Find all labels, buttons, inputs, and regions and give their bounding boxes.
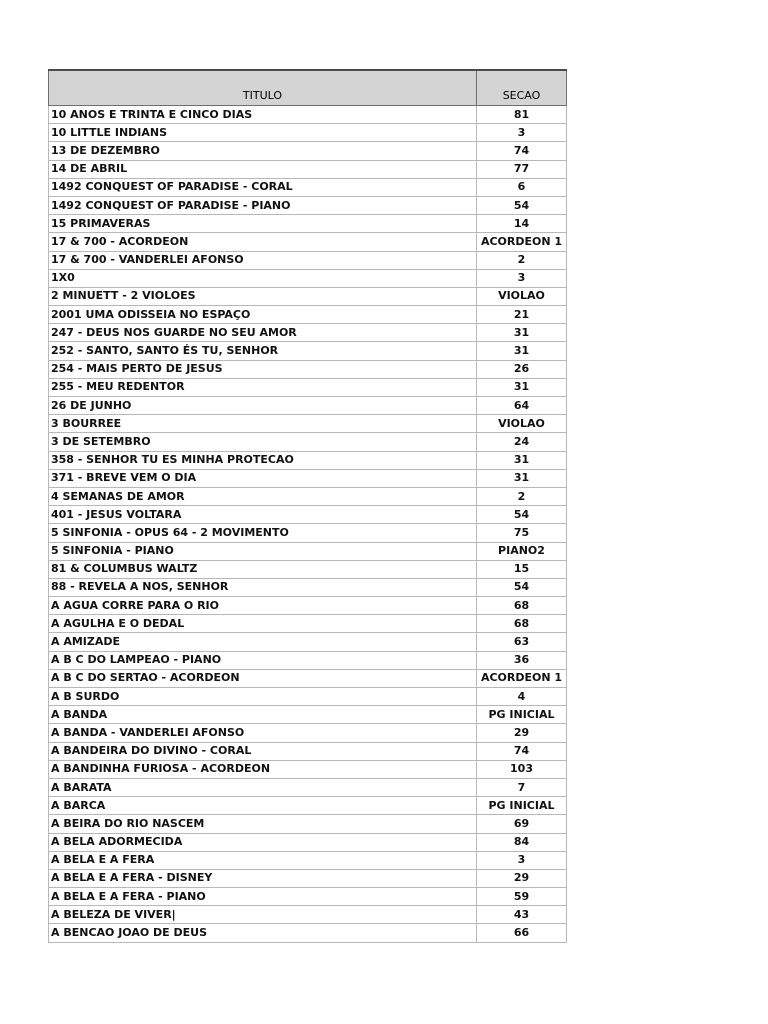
cell-secao: 2 <box>477 251 567 269</box>
cell-titulo: 10 ANOS E TRINTA E CINCO DIAS <box>49 106 477 124</box>
cell-secao: 31 <box>477 469 567 487</box>
cell-secao: 31 <box>477 378 567 396</box>
cell-titulo: 3 DE SETEMBRO <box>49 433 477 451</box>
cell-titulo: 401 - JESUS VOLTARA <box>49 506 477 524</box>
table-row <box>49 506 567 524</box>
table-row <box>49 815 567 833</box>
cell-secao: 74 <box>477 742 567 760</box>
cell-secao: 2 <box>477 487 567 505</box>
cell-secao: 43 <box>477 906 567 924</box>
table-row <box>49 142 567 160</box>
cell-secao: 54 <box>477 578 567 596</box>
table-row <box>49 888 567 906</box>
cell-secao: PG INICIAL <box>477 797 567 815</box>
table-row <box>49 287 567 305</box>
table-row <box>49 597 567 615</box>
cell-secao: 29 <box>477 724 567 742</box>
cell-secao: 31 <box>477 451 567 469</box>
table-row <box>49 706 567 724</box>
table-row <box>49 615 567 633</box>
cell-titulo: 88 - REVELA A NOS, SENHOR <box>49 578 477 596</box>
cell-titulo: A BANDEIRA DO DIVINO - CORAL <box>49 742 477 760</box>
cell-secao: 74 <box>477 142 567 160</box>
cell-secao: 3 <box>477 269 567 287</box>
table-row <box>49 797 567 815</box>
cell-secao: ACORDEON 1 <box>477 233 567 251</box>
cell-secao: PIANO2 <box>477 542 567 560</box>
cell-secao: 31 <box>477 342 567 360</box>
cell-secao: 59 <box>477 888 567 906</box>
table-body <box>49 106 567 943</box>
table-row <box>49 378 567 396</box>
cell-titulo: A BANDINHA FURIOSA - ACORDEON <box>49 760 477 778</box>
cell-secao: 6 <box>477 178 567 196</box>
cell-titulo: 1492 CONQUEST OF PARADISE - PIANO <box>49 196 477 214</box>
table-row <box>49 269 567 287</box>
cell-secao: 36 <box>477 651 567 669</box>
song-index-sheet <box>48 69 566 943</box>
cell-titulo: 247 - DEUS NOS GUARDE NO SEU AMOR <box>49 324 477 342</box>
cell-secao: 29 <box>477 869 567 887</box>
table-row <box>49 760 567 778</box>
cell-titulo: 371 - BREVE VEM O DIA <box>49 469 477 487</box>
cell-secao: 15 <box>477 560 567 578</box>
cell-secao: ACORDEON 1 <box>477 669 567 687</box>
table-row <box>49 869 567 887</box>
cell-secao: VIOLAO <box>477 287 567 305</box>
table-row <box>49 742 567 760</box>
table-row <box>49 524 567 542</box>
table-row <box>49 251 567 269</box>
cell-titulo: 3 BOURREE <box>49 415 477 433</box>
cell-titulo: 5 SINFONIA - PIANO <box>49 542 477 560</box>
cell-secao: 68 <box>477 597 567 615</box>
table-row <box>49 851 567 869</box>
cell-titulo: A BELA ADORMECIDA <box>49 833 477 851</box>
table-row <box>49 833 567 851</box>
cell-secao: 63 <box>477 633 567 651</box>
cell-titulo: 2001 UMA ODISSEIA NO ESPAÇO <box>49 306 477 324</box>
cell-titulo: 26 DE JUNHO <box>49 397 477 415</box>
cell-secao: 7 <box>477 778 567 796</box>
table-row <box>49 651 567 669</box>
cell-titulo: 14 DE ABRIL <box>49 160 477 178</box>
cell-titulo: 15 PRIMAVERAS <box>49 215 477 233</box>
column-header-titulo: TITULO <box>49 70 477 106</box>
cell-titulo: 252 - SANTO, SANTO ÉS TU, SENHOR <box>49 342 477 360</box>
table-row <box>49 433 567 451</box>
table-row <box>49 906 567 924</box>
cell-titulo: 1492 CONQUEST OF PARADISE - CORAL <box>49 178 477 196</box>
cell-secao: 3 <box>477 124 567 142</box>
cell-titulo: 13 DE DEZEMBRO <box>49 142 477 160</box>
cell-secao: 14 <box>477 215 567 233</box>
table-row <box>49 324 567 342</box>
table-row <box>49 487 567 505</box>
cell-secao: 68 <box>477 615 567 633</box>
cell-titulo: 81 & COLUMBUS WALTZ <box>49 560 477 578</box>
cell-titulo: 2 MINUETT - 2 VIOLOES <box>49 287 477 305</box>
cell-secao: 26 <box>477 360 567 378</box>
cell-secao: 75 <box>477 524 567 542</box>
table-header <box>49 70 567 106</box>
cell-secao: PG INICIAL <box>477 706 567 724</box>
cell-secao: 31 <box>477 324 567 342</box>
cell-secao: VIOLAO <box>477 415 567 433</box>
cell-titulo: A BARCA <box>49 797 477 815</box>
cell-titulo: 17 & 700 - VANDERLEI AFONSO <box>49 251 477 269</box>
cell-titulo: A AGULHA E O DEDAL <box>49 615 477 633</box>
cell-titulo: A BEIRA DO RIO NASCEM <box>49 815 477 833</box>
cell-secao: 54 <box>477 196 567 214</box>
table-row <box>49 196 567 214</box>
cell-titulo: A AGUA CORRE PARA O RIO <box>49 597 477 615</box>
column-header-secao: SECAO <box>477 70 567 106</box>
cell-titulo: 4 SEMANAS DE AMOR <box>49 487 477 505</box>
table-row <box>49 215 567 233</box>
table-row <box>49 342 567 360</box>
song-index-table <box>48 69 567 943</box>
cell-titulo: 17 & 700 - ACORDEON <box>49 233 477 251</box>
cell-titulo: A B C DO SERTAO - ACORDEON <box>49 669 477 687</box>
cell-titulo: 358 - SENHOR TU ES MINHA PROTECAO <box>49 451 477 469</box>
cell-titulo: A AMIZADE <box>49 633 477 651</box>
cell-secao: 103 <box>477 760 567 778</box>
table-row <box>49 415 567 433</box>
table-row <box>49 451 567 469</box>
cell-titulo: A BANDA - VANDERLEI AFONSO <box>49 724 477 742</box>
table-row <box>49 560 567 578</box>
cell-titulo: 255 - MEU REDENTOR <box>49 378 477 396</box>
table-row <box>49 160 567 178</box>
cell-secao: 54 <box>477 506 567 524</box>
cell-titulo: 254 - MAIS PERTO DE JESUS <box>49 360 477 378</box>
cell-secao: 3 <box>477 851 567 869</box>
table-row <box>49 778 567 796</box>
table-row <box>49 469 567 487</box>
table-row <box>49 542 567 560</box>
table-row <box>49 106 567 124</box>
table-row <box>49 397 567 415</box>
cell-secao: 24 <box>477 433 567 451</box>
cell-titulo: A BANDA <box>49 706 477 724</box>
cell-secao: 4 <box>477 688 567 706</box>
table-row <box>49 178 567 196</box>
table-row <box>49 924 567 942</box>
cell-secao: 66 <box>477 924 567 942</box>
cell-titulo: 5 SINFONIA - OPUS 64 - 2 MOVIMENTO <box>49 524 477 542</box>
table-row <box>49 578 567 596</box>
cell-titulo: A BELA E A FERA - DISNEY <box>49 869 477 887</box>
cell-titulo: A BENCAO JOAO DE DEUS <box>49 924 477 942</box>
cell-secao: 81 <box>477 106 567 124</box>
header-row <box>49 70 567 106</box>
table-row <box>49 724 567 742</box>
cell-titulo: A BELA E A FERA <box>49 851 477 869</box>
cell-titulo: A B SURDO <box>49 688 477 706</box>
table-row <box>49 360 567 378</box>
cell-titulo: 1X0 <box>49 269 477 287</box>
cell-secao: 77 <box>477 160 567 178</box>
cell-secao: 84 <box>477 833 567 851</box>
table-row <box>49 633 567 651</box>
cell-titulo: 10 LITTLE INDIANS <box>49 124 477 142</box>
table-row <box>49 124 567 142</box>
table-row <box>49 233 567 251</box>
table-row <box>49 669 567 687</box>
cell-titulo: A BELEZA DE VIVER| <box>49 906 477 924</box>
table-row <box>49 688 567 706</box>
cell-secao: 21 <box>477 306 567 324</box>
cell-secao: 64 <box>477 397 567 415</box>
cell-titulo: A B C DO LAMPEAO - PIANO <box>49 651 477 669</box>
cell-secao: 69 <box>477 815 567 833</box>
cell-titulo: A BELA E A FERA - PIANO <box>49 888 477 906</box>
table-row <box>49 306 567 324</box>
cell-titulo: A BARATA <box>49 778 477 796</box>
